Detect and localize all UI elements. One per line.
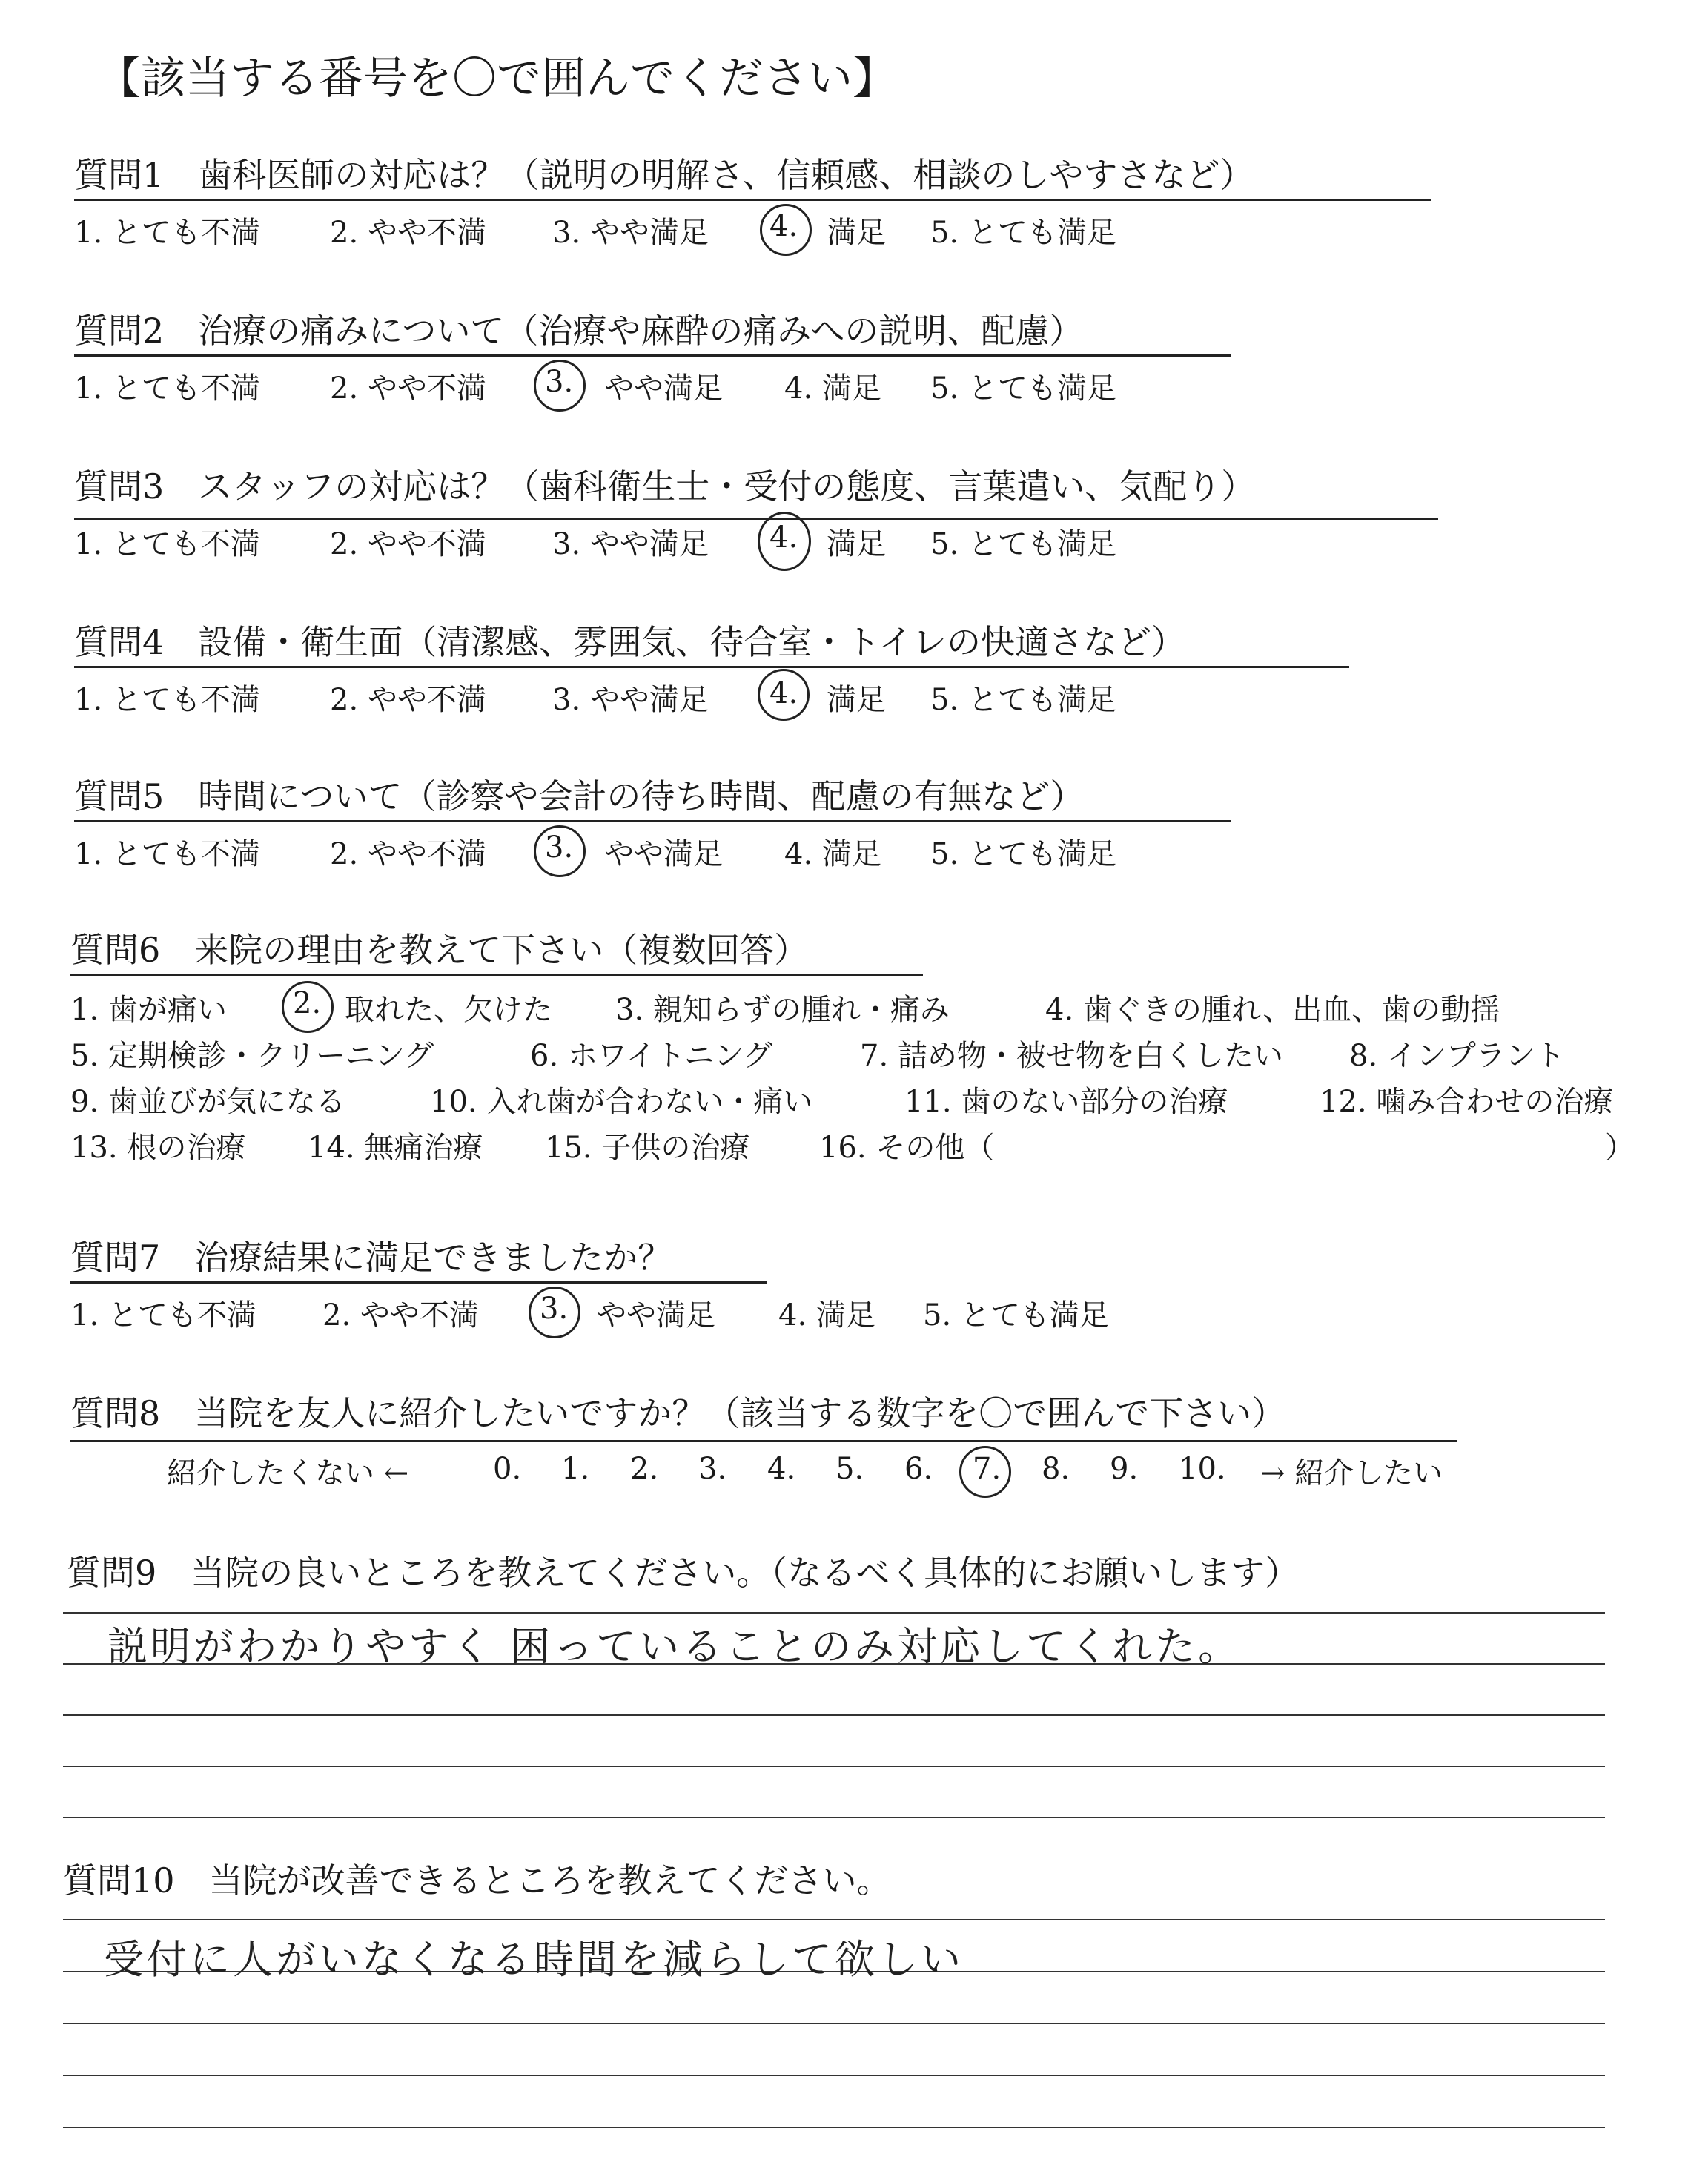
q7-selected-circle — [529, 1287, 580, 1338]
q6-option-12[interactable]: 12. 噛み合わせの治療 — [1320, 1085, 1614, 1119]
q6-option-5[interactable]: 5. 定期検診・クリーニング — [70, 1039, 434, 1073]
q1-option-4-number[interactable]: 4. — [769, 209, 798, 243]
q8-scale-9[interactable]: 9. — [1110, 1452, 1139, 1486]
q8-scale-6[interactable]: 6. — [904, 1452, 933, 1486]
q9-answer-line-1 — [63, 1612, 1605, 1614]
q2-selected-circle — [534, 360, 586, 412]
q6-option-3[interactable]: 3. 親知らずの腫れ・痛み — [615, 993, 950, 1027]
q5-option-3-label[interactable]: やや満足 — [604, 837, 723, 871]
q6-option-8[interactable]: 8. インプラント — [1349, 1039, 1565, 1073]
q3-option-5[interactable]: 5. とても満足 — [930, 527, 1116, 561]
q6-option-2-number[interactable]: 2. — [293, 986, 322, 1020]
q6-option-7[interactable]: 7. 詰め物・被せ物を白くしたい — [860, 1039, 1283, 1073]
question-5-underline — [74, 820, 1231, 822]
q5-option-1[interactable]: 1. とても不満 — [74, 837, 260, 871]
q8-scale-4[interactable]: 4. — [767, 1452, 796, 1486]
q6-option-9[interactable]: 9. 歯並びが気になる — [70, 1085, 345, 1119]
q7-option-4[interactable]: 4. 満足 — [778, 1298, 875, 1332]
q2-option-3-number[interactable]: 3. — [545, 365, 574, 399]
q5-option-4[interactable]: 4. 満足 — [784, 837, 881, 871]
q8-scale-3[interactable]: 3. — [698, 1452, 727, 1486]
q8-selected-circle — [959, 1446, 1011, 1498]
q8-scale-1[interactable]: 1. — [561, 1452, 590, 1486]
q8-scale-8[interactable]: 8. — [1042, 1452, 1070, 1486]
q8-right-label: → 紹介したい — [1260, 1456, 1443, 1490]
q10-handwritten-answer[interactable]: 受付に人がいなくなる時間を減らして欲しい — [104, 1936, 964, 1983]
question-5-heading: 質問5 時間について（診察や会計の待ち時間、配慮の有無など） — [74, 776, 1085, 816]
q2-option-1[interactable]: 1. とても不満 — [74, 371, 260, 406]
q10-answer-line-3 — [63, 2023, 1605, 2024]
q6-option-6[interactable]: 6. ホワイトニング — [530, 1039, 773, 1073]
q7-option-3-number[interactable]: 3. — [540, 1292, 569, 1326]
q6-option-14[interactable]: 14. 無痛治療 — [308, 1131, 483, 1165]
q1-option-3[interactable]: 3. やや満足 — [552, 216, 709, 250]
q6-option-1[interactable]: 1. 歯が痛い — [70, 993, 227, 1027]
q10-answer-line-1 — [63, 1919, 1605, 1920]
q5-option-2[interactable]: 2. やや不満 — [330, 837, 486, 871]
q3-option-4-number[interactable]: 4. — [769, 521, 798, 555]
q6-option-2-label[interactable]: 取れた、欠けた — [345, 993, 552, 1027]
q5-selected-circle — [534, 825, 586, 877]
q4-option-2[interactable]: 2. やや不満 — [330, 683, 486, 717]
q6-selected-circle — [282, 981, 334, 1033]
q4-option-5[interactable]: 5. とても満足 — [930, 683, 1116, 717]
question-1-underline — [74, 199, 1431, 201]
question-1-heading: 質問1 歯科医師の対応は？（説明の明解さ、信頼感、相談のしやすさなど） — [74, 155, 1254, 195]
q7-option-1[interactable]: 1. とても不満 — [70, 1298, 256, 1332]
q8-scale-10[interactable]: 10. — [1179, 1452, 1226, 1486]
q6-option-10[interactable]: 10. 入れ歯が合わない・痛い — [430, 1085, 813, 1119]
q5-option-3-number[interactable]: 3. — [545, 830, 574, 865]
question-4-underline — [74, 666, 1349, 668]
q4-option-4-number[interactable]: 4. — [769, 676, 798, 710]
q5-option-5[interactable]: 5. とても満足 — [930, 837, 1116, 871]
q2-option-3-label[interactable]: やや満足 — [604, 371, 723, 406]
q6-option-11[interactable]: 11. 歯のない部分の治療 — [904, 1085, 1228, 1119]
question-6-underline — [70, 974, 923, 976]
q7-option-5[interactable]: 5. とても満足 — [923, 1298, 1109, 1332]
q9-answer-line-4 — [63, 1766, 1605, 1767]
q2-option-4[interactable]: 4. 満足 — [784, 371, 881, 406]
question-2-underline — [74, 354, 1231, 357]
page-title: 【該当する番号を〇で囲んでください】 — [96, 53, 897, 105]
q9-answer-line-5 — [63, 1817, 1605, 1818]
q10-answer-line-5 — [63, 2127, 1605, 2128]
q3-option-3[interactable]: 3. やや満足 — [552, 527, 709, 561]
q2-option-5[interactable]: 5. とても満足 — [930, 371, 1116, 406]
q8-scale-2[interactable]: 2. — [630, 1452, 659, 1486]
question-3-heading: 質問3 スタッフの対応は？（歯科衛生士・受付の態度、言葉遣い、気配り） — [74, 466, 1256, 506]
q9-handwritten-answer[interactable]: 説明がわかりやすく 困っていることのみ対応してくれた。 — [107, 1623, 1242, 1670]
q6-option-16-close-paren: ） — [1605, 1131, 1635, 1165]
q1-option-5[interactable]: 5. とても満足 — [930, 216, 1116, 250]
q6-option-15[interactable]: 15. 子供の治療 — [545, 1131, 750, 1165]
q10-answer-line-4 — [63, 2075, 1605, 2076]
q4-option-3[interactable]: 3. やや満足 — [552, 683, 709, 717]
q4-option-1[interactable]: 1. とても不満 — [74, 683, 260, 717]
q1-option-1[interactable]: 1. とても不満 — [74, 216, 260, 250]
q1-option-2[interactable]: 2. やや不満 — [330, 216, 486, 250]
q7-option-3-label[interactable]: やや満足 — [597, 1298, 715, 1332]
q8-left-label: 紹介したくない ← — [167, 1456, 409, 1490]
q6-option-4[interactable]: 4. 歯ぐきの腫れ、出血、歯の動揺 — [1045, 993, 1500, 1027]
question-7-underline — [70, 1281, 767, 1284]
q6-option-16[interactable]: 16. その他（ — [819, 1131, 995, 1165]
q7-option-2[interactable]: 2. やや不満 — [322, 1298, 479, 1332]
q1-option-4-label[interactable]: 満足 — [827, 216, 886, 250]
q4-option-4-label[interactable]: 満足 — [827, 683, 886, 717]
q6-option-13[interactable]: 13. 根の治療 — [70, 1131, 246, 1165]
question-3-underline — [74, 518, 1438, 520]
question-8-underline — [70, 1440, 1457, 1442]
question-8-heading: 質問8 当院を友人に紹介したいですか？（該当する数字を〇で囲んで下さい） — [70, 1393, 1286, 1433]
q8-scale-7[interactable]: 7. — [973, 1452, 1002, 1486]
q3-option-1[interactable]: 1. とても不満 — [74, 527, 260, 561]
question-9-heading: 質問9 当院の良いところを教えてください。（なるべく具体的にお願いします） — [67, 1553, 1300, 1593]
q3-selected-circle — [758, 512, 811, 571]
q8-scale-5[interactable]: 5. — [835, 1452, 864, 1486]
question-6-heading: 質問6 来院の理由を教えて下さい（複数回答） — [70, 930, 809, 970]
q2-option-2[interactable]: 2. やや不満 — [330, 371, 486, 406]
q3-option-4-label[interactable]: 満足 — [827, 527, 886, 561]
q8-scale-0[interactable]: 0. — [493, 1452, 522, 1486]
question-2-heading: 質問2 治療の痛みについて（治療や麻酔の痛みへの説明、配慮） — [74, 311, 1084, 351]
question-7-heading: 質問7 治療結果に満足できましたか？ — [70, 1238, 672, 1278]
question-10-heading: 質問10 当院が改善できるところを教えてください。 — [63, 1860, 891, 1900]
q9-answer-line-3 — [63, 1714, 1605, 1716]
q3-option-2[interactable]: 2. やや不満 — [330, 527, 486, 561]
q1-selected-circle — [760, 204, 812, 256]
question-4-heading: 質問4 設備・衛生面（清潔感、雰囲気、待合室・トイレの快適さなど） — [74, 622, 1185, 662]
q4-selected-circle — [758, 669, 810, 721]
